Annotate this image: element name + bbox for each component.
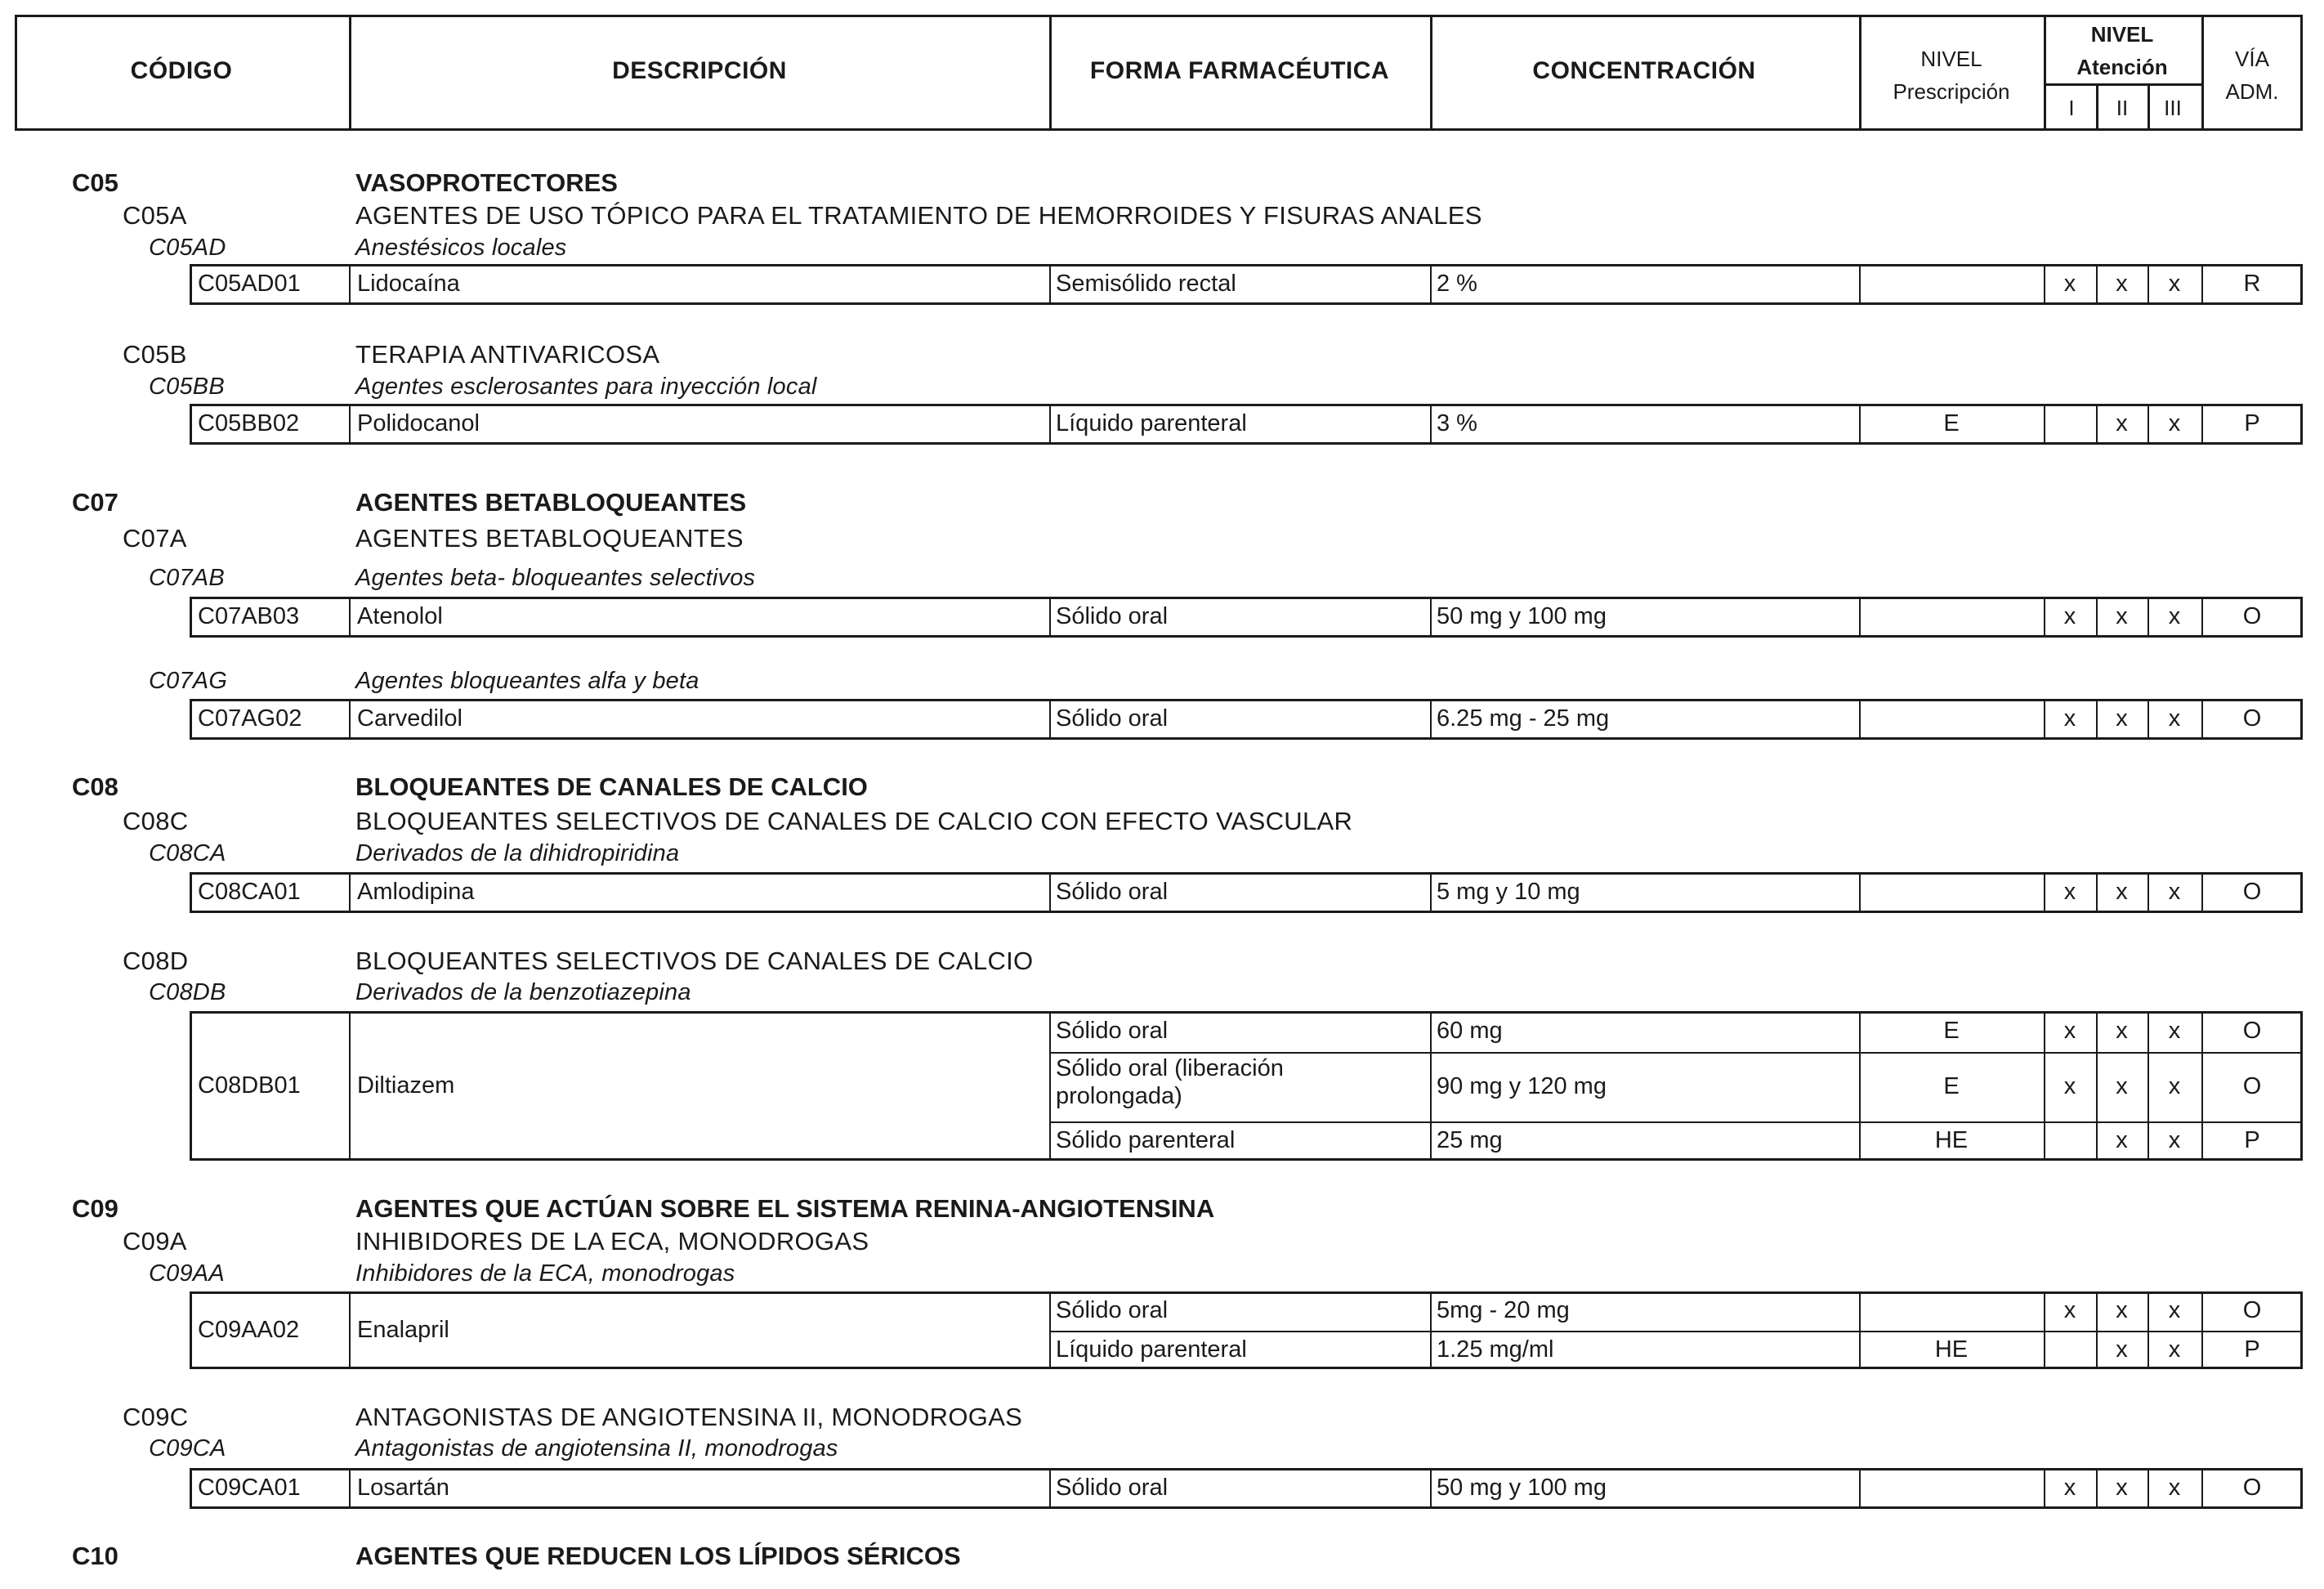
subgroup-code: C09A	[123, 1227, 187, 1256]
table-cell-divider	[1049, 1011, 1051, 1161]
cell-nivel-ii: x	[2116, 1127, 2128, 1153]
cell-concentracion: 2 %	[1437, 271, 1477, 297]
table-cell-divider	[1430, 1468, 1432, 1509]
cell-nivel-prescripcion: HE	[1934, 1127, 1969, 1153]
subgroup-code: C05B	[123, 340, 187, 369]
table-cell-divider	[349, 1468, 351, 1509]
cell-code: C08CA01	[198, 879, 301, 905]
cell-forma-cont: prolongada)	[1056, 1083, 1182, 1109]
header-forma-farmaceutica: FORMA FARMACÉUTICA	[1089, 57, 1390, 84]
cell-forma: Líquido parenteral	[1056, 1336, 1247, 1363]
cell-via: O	[2242, 603, 2262, 629]
table-cell-divider	[1049, 404, 1051, 445]
cell-nivel-iii: x	[2168, 1297, 2181, 1323]
table-cell-divider	[1430, 597, 1432, 638]
class-title: Anestésicos locales	[355, 235, 567, 261]
table-cell-divider	[2147, 1468, 2149, 1509]
cell-via: R	[2243, 271, 2261, 297]
class-title: Agentes bloqueantes alfa y beta	[355, 668, 699, 694]
cell-nivel-i: x	[2063, 1072, 2076, 1099]
subgroup-code: C08C	[123, 807, 189, 835]
table-cell-divider	[2096, 1468, 2098, 1509]
cell-forma: Sólido oral	[1056, 603, 1169, 629]
table-cell-divider	[1859, 872, 1861, 913]
cell-nivel-iii: x	[2168, 1072, 2181, 1099]
table-cell-divider	[2147, 597, 2149, 638]
subgroup-title: AGENTES DE USO TÓPICO PARA EL TRATAMIENTO DE HEMORROIDES Y FISURAS ANALES	[355, 201, 1482, 230]
table-cell-divider	[2147, 872, 2149, 913]
subgroup-title: BLOQUEANTES SELECTIVOS DE CANALES DE CALCIO	[355, 947, 1034, 975]
table-cell-divider	[2147, 404, 2149, 445]
table-cell-divider	[2096, 1011, 2098, 1161]
cell-nivel-prescripcion: E	[1943, 1072, 1960, 1099]
class-title: Agentes beta- bloqueantes selectivos	[355, 565, 756, 591]
group-title: BLOQUEANTES DE CANALES DE CALCIO	[355, 772, 868, 801]
class-code: C05AD	[149, 235, 226, 261]
cell-via: P	[2244, 410, 2260, 436]
table-cell-divider	[2147, 264, 2149, 305]
table-cell-divider	[1430, 1011, 1432, 1161]
cell-nivel-ii: x	[2116, 271, 2128, 297]
header-nivel-prescripcion-sub: Prescripción	[1893, 79, 2010, 104]
cell-code: C05BB02	[198, 410, 300, 436]
header-nivel-prescripcion: NIVEL	[1920, 47, 1982, 71]
table-cell-divider	[2201, 699, 2203, 740]
cell-forma: Sólido oral	[1056, 705, 1169, 732]
cell-nivel-iii: x	[2168, 705, 2181, 732]
table-row	[190, 699, 2303, 740]
cell-forma: Sólido oral	[1056, 1475, 1169, 1501]
group-title: AGENTES QUE ACTÚAN SOBRE EL SISTEMA RENINA-ANGIOTENSINA	[355, 1194, 1215, 1223]
class-title: Agentes esclerosantes para inyección local	[355, 374, 817, 400]
class-code: C07AB	[149, 565, 225, 591]
table-cell-divider	[1430, 699, 1432, 740]
group-code: C09	[72, 1194, 118, 1223]
cell-nivel-iii: x	[2168, 410, 2181, 436]
cell-forma: Sólido parenteral	[1056, 1127, 1236, 1153]
cell-nivel-iii: x	[2168, 1475, 2181, 1501]
table-row	[190, 264, 2303, 305]
subgroup-code: C05A	[123, 201, 187, 230]
cell-description: Lidocaína	[357, 271, 460, 297]
table-cell-divider	[2147, 699, 2149, 740]
table-cell-divider	[1859, 597, 1861, 638]
cell-concentracion: 3 %	[1437, 410, 1477, 436]
cell-nivel-iii: x	[2168, 603, 2181, 629]
class-code: C09CA	[149, 1435, 226, 1461]
cell-nivel-ii: x	[2116, 603, 2128, 629]
class-code: C09AA	[149, 1260, 225, 1287]
table-row	[190, 872, 2303, 913]
header-nivel-atencion-sub: Atención	[2076, 55, 2168, 79]
table-cell-divider	[2096, 404, 2098, 445]
header-via: VÍA	[2235, 47, 2269, 71]
cell-nivel-iii: x	[2168, 1018, 2181, 1044]
cell-via: P	[2244, 1336, 2260, 1363]
cell-nivel-i: x	[2063, 1018, 2076, 1044]
subgroup-code: C08D	[123, 947, 189, 975]
group-title: AGENTES QUE REDUCEN LOS LÍPIDOS SÉRICOS	[355, 1542, 961, 1570]
class-code: C07AG	[149, 668, 228, 694]
table-cell-divider	[1430, 404, 1432, 445]
cell-nivel-i: x	[2063, 705, 2076, 732]
cell-nivel-iii: x	[2168, 1127, 2181, 1153]
cell-concentracion: 5mg - 20 mg	[1437, 1297, 1570, 1323]
table-cell-divider	[1430, 264, 1432, 305]
table-cell-divider	[2096, 872, 2098, 913]
table-cell-divider	[2201, 872, 2203, 913]
header-concentracion: CONCENTRACIÓN	[1532, 57, 1756, 84]
cell-code: C09CA01	[198, 1475, 301, 1501]
subgroup-title: INHIBIDORES DE LA ECA, MONODROGAS	[355, 1227, 869, 1256]
cell-description: Diltiazem	[357, 1072, 455, 1099]
table-cell-divider	[2201, 264, 2203, 305]
table-row-divider	[1049, 1121, 2303, 1123]
header-nivel-i: I	[2068, 96, 2075, 120]
subgroup-code: C09C	[123, 1403, 189, 1431]
cell-description: Losartán	[357, 1475, 449, 1501]
class-title: Derivados de la benzotiazepina	[355, 979, 691, 1005]
table-cell-divider	[2201, 1011, 2203, 1161]
cell-concentracion: 25 mg	[1437, 1127, 1503, 1153]
table-cell-divider	[1430, 872, 1432, 913]
group-title: VASOPROTECTORES	[355, 168, 618, 197]
table-cell-divider	[1859, 404, 1861, 445]
header-codigo: CÓDIGO	[130, 57, 233, 84]
cell-via: O	[2242, 1475, 2262, 1501]
table-cell-divider	[349, 1011, 351, 1161]
table-cell-divider	[349, 597, 351, 638]
header-via-sub: ADM.	[2225, 79, 2279, 104]
cell-description: Atenolol	[357, 603, 443, 629]
group-code: C05	[72, 168, 118, 197]
cell-forma: Sólido oral	[1056, 879, 1169, 905]
cell-nivel-i: x	[2063, 1297, 2076, 1323]
table-cell-divider	[2044, 597, 2045, 638]
subgroup-title: ANTAGONISTAS DE ANGIOTENSINA II, MONODROGAS	[355, 1403, 1023, 1431]
table-row	[190, 597, 2303, 638]
table-cell-divider	[2096, 597, 2098, 638]
table-row-divider	[1049, 1052, 2303, 1054]
header-divider	[1430, 15, 1432, 131]
cell-nivel-iii: x	[2168, 879, 2181, 905]
cell-concentracion: 6.25 mg - 25 mg	[1437, 705, 1610, 732]
header-divider	[349, 15, 351, 131]
table-cell-divider	[1049, 699, 1051, 740]
cell-via: P	[2244, 1127, 2260, 1153]
cell-via: O	[2242, 879, 2262, 905]
class-code: C08DB	[149, 979, 226, 1005]
table-row	[190, 1468, 2303, 1509]
cell-code: C07AB03	[198, 603, 300, 629]
subgroup-title: BLOQUEANTES SELECTIVOS DE CANALES DE CALCIO CON EFECTO VASCULAR	[355, 807, 1353, 835]
cell-code: C05AD01	[198, 271, 301, 297]
class-code: C08CA	[149, 840, 226, 866]
cell-code: C07AG02	[198, 705, 302, 732]
table-cell-divider	[349, 699, 351, 740]
class-code: C05BB	[149, 374, 225, 400]
cell-nivel-i: x	[2063, 879, 2076, 905]
table-cell-divider	[349, 872, 351, 913]
cell-nivel-ii: x	[2116, 705, 2128, 732]
group-code: C10	[72, 1542, 118, 1570]
cell-nivel-i: x	[2063, 271, 2076, 297]
table-cell-divider	[2044, 872, 2045, 913]
header-nivel-ii: II	[2116, 96, 2129, 120]
cell-nivel-ii: x	[2116, 1018, 2128, 1044]
table-cell-divider	[2044, 404, 2045, 445]
cell-concentracion: 50 mg y 100 mg	[1437, 1475, 1607, 1501]
class-title: Inhibidores de la ECA, monodrogas	[355, 1260, 735, 1287]
header-nivel-iii: III	[2164, 96, 2182, 120]
cell-nivel-prescripcion: HE	[1934, 1336, 1969, 1363]
cell-concentracion: 5 mg y 10 mg	[1437, 879, 1580, 905]
subgroup-title: AGENTES BETABLOQUEANTES	[355, 524, 744, 553]
subgroup-title: TERAPIA ANTIVARICOSA	[355, 340, 660, 369]
cell-description: Polidocanol	[357, 410, 480, 436]
table-cell-divider	[1049, 872, 1051, 913]
cell-forma: Semisólido rectal	[1056, 271, 1236, 297]
group-title: AGENTES BETABLOQUEANTES	[355, 488, 747, 517]
table-cell-divider	[2096, 699, 2098, 740]
table-cell-divider	[349, 264, 351, 305]
cell-nivel-i: x	[2063, 1475, 2076, 1501]
table-cell-divider	[1859, 699, 1861, 740]
cell-concentracion: 1.25 mg/ml	[1437, 1336, 1554, 1363]
cell-nivel-ii: x	[2116, 1336, 2128, 1363]
cell-forma: Líquido parenteral	[1056, 410, 1247, 436]
class-title: Derivados de la dihidropiridina	[355, 840, 680, 866]
cell-code: C08DB01	[198, 1072, 301, 1099]
class-title: Antagonistas de angiotensina II, monodrogas	[355, 1435, 838, 1461]
table-cell-divider	[1859, 1468, 1861, 1509]
table-cell-divider	[2044, 1011, 2045, 1161]
group-code: C07	[72, 488, 118, 517]
cell-nivel-ii: x	[2116, 410, 2128, 436]
cell-nivel-ii: x	[2116, 1072, 2128, 1099]
cell-description: Amlodipina	[357, 879, 475, 905]
cell-nivel-i: x	[2063, 603, 2076, 629]
cell-nivel-ii: x	[2116, 879, 2128, 905]
table-cell-divider	[1859, 264, 1861, 305]
cell-forma: Sólido oral	[1056, 1018, 1169, 1044]
cell-forma: Sólido oral	[1056, 1297, 1169, 1323]
table-cell-divider	[2044, 699, 2045, 740]
table-row-divider	[1049, 1331, 2303, 1332]
header-divider	[2044, 83, 2201, 86]
cell-concentracion: 60 mg	[1437, 1018, 1503, 1044]
table-cell-divider	[2201, 1468, 2203, 1509]
table-cell-divider	[1049, 1468, 1051, 1509]
table-cell-divider	[2044, 1468, 2045, 1509]
cell-nivel-prescripcion: E	[1943, 1018, 1960, 1044]
table-cell-divider	[1049, 264, 1051, 305]
table-cell-divider	[2201, 404, 2203, 445]
table-cell-divider	[349, 404, 351, 445]
group-code: C08	[72, 772, 118, 801]
header-nivel-atencion: NIVEL	[2090, 22, 2154, 47]
subgroup-code: C07A	[123, 524, 187, 553]
table-cell-divider	[2147, 1011, 2149, 1161]
table-cell-divider	[2096, 264, 2098, 305]
cell-via: O	[2242, 1297, 2262, 1323]
cell-nivel-iii: x	[2168, 271, 2181, 297]
cell-nivel-ii: x	[2116, 1297, 2128, 1323]
header-descripcion: DESCRIPCIÓN	[612, 57, 787, 84]
cell-nivel-prescripcion: E	[1943, 410, 1960, 436]
cell-nivel-iii: x	[2168, 1336, 2181, 1363]
cell-nivel-ii: x	[2116, 1475, 2128, 1501]
cell-concentracion: 50 mg y 100 mg	[1437, 603, 1607, 629]
cell-concentracion: 90 mg y 120 mg	[1437, 1072, 1607, 1099]
table-cell-divider	[2044, 264, 2045, 305]
table-cell-divider	[1049, 597, 1051, 638]
table-cell-divider	[349, 1291, 351, 1369]
cell-via: O	[2242, 1018, 2262, 1044]
cell-code: C09AA02	[198, 1316, 300, 1343]
cell-description: Enalapril	[357, 1316, 449, 1343]
table-cell-divider	[1859, 1011, 1861, 1161]
table-cell-divider	[2201, 597, 2203, 638]
cell-description: Carvedilol	[357, 705, 463, 732]
cell-via: O	[2242, 1072, 2262, 1099]
cell-via: O	[2242, 705, 2262, 732]
cell-forma: Sólido oral (liberación	[1056, 1055, 1284, 1081]
